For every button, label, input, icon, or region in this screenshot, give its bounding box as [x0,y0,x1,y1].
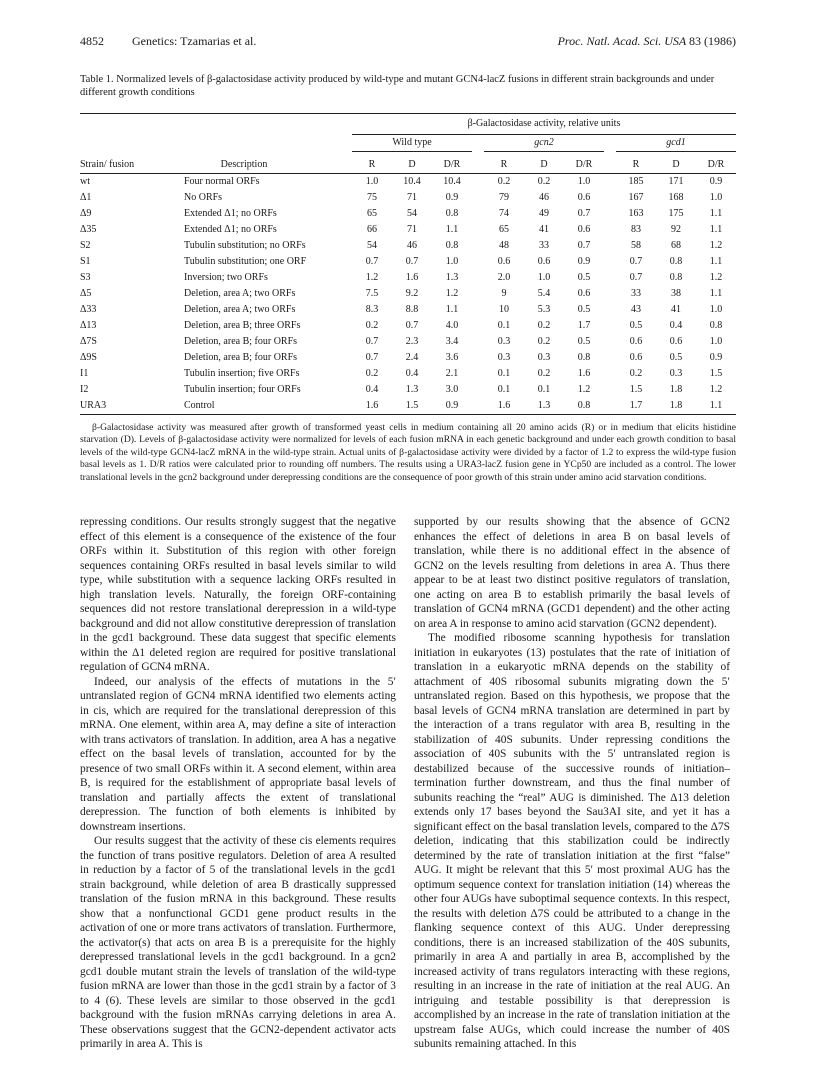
cell-value: 9.2 [405,288,419,299]
cell-value: 1.5 [392,398,432,415]
cell-value: 0.2 [629,368,643,379]
cell-value: 1.2 [577,384,591,395]
cell-strain: Δ13 [80,320,97,331]
cell-value: 33 [539,240,549,251]
cell-value: 1.0 [445,256,459,267]
cell-value: 0.6 [669,336,683,347]
cell-value: 163 [628,208,644,219]
cell-value: 92 [671,224,681,235]
cell-value: 0.2 [537,368,551,379]
cell-value: 10.4 [443,176,461,187]
cell-value: 0.7 [365,256,379,267]
paragraph: repressing conditions. Our results strongly suggest that the negative effect of this element is a consequence of the existence of the four ORFs within it. Substitution of this region with other foreign sequences containing ORFs resulted in basal levels similar to wild type, while substitution with a sequence lacking ORFs resulted in high translation levels. Naturally, the foreign ORF-containing sequences did not restore translational derepression in a wild-type background and did not allow constitutive derepression of translation in the gcd1 background. These data suggest that specific elements within the Δ1 deleted region are required for positive translational regulation of GCN4 mRNA. [80,516,396,673]
column-header-description: Description [220,159,268,170]
cell-value: 49 [539,208,549,219]
cell-value: 1.6 [405,272,419,283]
cell-value: 1.2 [445,288,459,299]
table-row [80,254,736,270]
cell-value: 0.6 [629,352,643,363]
cell-value: 0.2 [537,336,551,347]
column-header: R [632,159,640,170]
cell-description: Tubulin substitution; one ORF [184,256,307,267]
cell-value: 0.7 [405,320,419,331]
cell-value: 33 [631,288,641,299]
cell-strain: S1 [80,256,91,267]
cell-value: 65 [499,224,509,235]
cell-strain: Δ9 [80,208,92,219]
body-column-left [80,515,396,1052]
table-row [80,366,736,382]
cell-value: 1.3 [524,398,564,415]
cell-value: 3.4 [445,336,459,347]
cell-value: 3.6 [445,352,459,363]
cell-value: 3.0 [445,384,459,395]
table-row [80,174,736,191]
cell-value: 2.0 [497,272,511,283]
cell-value: 1.7 [616,398,656,415]
cell-strain: I1 [80,368,89,379]
cell-value: 0.3 [669,368,683,379]
cell-value: 48 [499,240,509,251]
table-body [80,174,736,415]
cell-value: 1.5 [629,384,643,395]
cell-value: 0.9 [445,192,459,203]
cell-value: 1.7 [577,320,591,331]
cell-value: 0.6 [577,288,591,299]
group-header-gcd1: gcd1 [616,135,736,152]
cell-value: 54 [407,208,417,219]
cell-value: 0.6 [629,336,643,347]
cell-value: 0.7 [629,256,643,267]
cell-value: 0.7 [629,272,643,283]
cell-value: 0.2 [537,176,551,187]
cell-value: 175 [668,208,684,219]
table-row [80,302,736,318]
cell-value: 0.1 [497,384,511,395]
cell-value: 83 [631,224,641,235]
cell-description: Four normal ORFs [184,176,260,187]
cell-value: 1.1 [445,304,459,315]
cell-value: 2.4 [405,352,419,363]
cell-strain: Δ35 [80,224,97,235]
cell-value: 0.6 [577,224,591,235]
cell-value: 38 [671,288,681,299]
cell-value: 0.9 [577,256,591,267]
cell-value: 0.8 [669,272,683,283]
table-row [80,350,736,366]
cell-value: 0.4 [405,368,419,379]
cell-value: 0.3 [497,336,511,347]
cell-value: 75 [367,192,377,203]
cell-description: Control [136,398,352,415]
paragraph: supported by our results showing that the absence of GCN2 enhances the effect of deletions in area B on basal levels of translation, while there is no additional effect in the absence of GCN2 on the levels resulting from deletions in area A. Thus there appear to be at least two distinct positive regulators of translation, one acting on area B to establish primarily the basal levels of translation of GCN4 mRNA (GCD1 dependent) and the other acting on area A in response to amino acid starvation (GCN2 dependent). [414,516,730,630]
cell-description: Deletion, area B; three ORFs [184,320,301,331]
cell-value: 10 [499,304,509,315]
cell-description: Extended Δ1; no ORFs [184,224,277,235]
cell-strain: wt [80,176,90,187]
table-row [80,382,736,398]
table-spanner-row [80,114,736,135]
cell-value: 1.0 [365,176,379,187]
paragraph: The modified ribosome scanning hypothesis for translation initiation in eukaryotes (13) postulates that the rate of initiation of translation in a eukaryotic mRNA depends on the stability of attachment of 40S ribosomal subunits migrating down the 5′ untranslated region. Based on this hypothesis, we propose that the basal levels of GCN4 mRNA translation are determined in part by the interaction of a trans regulator with area B, resulting in the stabilization of 40S subunits. Under repressing conditions the association of 40S subunits with the 5′ untranslated region is destabilized because of the successive rounds of initiation–termination further downstream, and thus the final number of subunits reaching the “real” AUG is diminished. The Δ13 deletion extends only 17 bases beyond the Sau3AI site, and yet it has a significant effect on the basal translation levels, compared to the Δ7S deletion, indicating that this stabilization could be indirectly determined by the rate of translation initiation at the first “false” AUG. It might be relevant that this 5′ most proximal AUG has the optimum sequence context for translation initiation (14) whereas the other four AUGs have suboptimal sequence contexts. In this respect, the results with deletion Δ7S could be attributed to a change in the flanking sequence context of this AUG. Under derepressing conditions, there is an increased stabilization of the 40S subunits, primarily in area A and partially in area B, accomplished by the increased activity of trans regulators interacting with these regions, resulting in an increase in the rate of initiation at the real AUG. An intriguing and testable possibility is that derepression is accomplished by an increase in the rate of translation initiation at the upstream false AUGs, which could increase the number of 40S subunits remaining attached. In this [414,632,730,1050]
cell-value: 1.2 [709,272,723,283]
cell-value: 0.8 [669,256,683,267]
cell-value: 71 [407,224,417,235]
cell-value: 43 [631,304,641,315]
cell-value: 0.3 [537,352,551,363]
cell-value: 1.1 [709,208,723,219]
cell-value: 1.6 [484,398,524,415]
column-header: D/R [707,159,725,170]
cell-value: 1.5 [709,368,723,379]
journal-volume: 83 (1986) [689,34,736,48]
cell-strain: S2 [80,240,91,251]
cell-value: 1.6 [352,398,392,415]
column-header: D [672,159,680,170]
cell-value: 0.8 [709,320,723,331]
cell-value: 0.2 [537,320,551,331]
cell-description: Tubulin substitution; no ORFs [184,240,306,251]
column-header: D [540,159,548,170]
cell-value: 4.0 [445,320,459,331]
cell-description: No ORFs [184,192,223,203]
cell-value: 1.2 [709,240,723,251]
column-header: R [500,159,508,170]
cell-value: 5.4 [537,288,551,299]
cell-value: 0.7 [405,256,419,267]
cell-value: 1.8 [656,398,696,415]
cell-value: 0.4 [669,320,683,331]
cell-value: 0.6 [577,192,591,203]
cell-value: 0.5 [577,304,591,315]
cell-strain: Δ7S [80,336,97,347]
cell-value: 171 [668,176,684,187]
cell-value: 0.9 [709,176,723,187]
cell-description: Tubulin insertion; five ORFs [184,368,300,379]
cell-value: 0.6 [497,256,511,267]
table-row [80,270,736,286]
cell-value: 7.5 [365,288,379,299]
cell-value: 1.0 [537,272,551,283]
column-header: D/R [443,159,461,170]
cell-strain: Δ5 [80,288,92,299]
cell-strain: URA3 [80,398,136,415]
cell-value: 0.7 [365,336,379,347]
table-group-row [80,135,736,152]
cell-value: 74 [499,208,509,219]
cell-value: 71 [407,192,417,203]
cell-value: 0.4 [365,384,379,395]
cell-value: 0.8 [445,240,459,251]
cell-value: 0.5 [577,272,591,283]
column-header: R [368,159,376,170]
cell-value: 0.7 [577,240,591,251]
cell-value: 1.1 [709,256,723,267]
paragraph: Indeed, our analysis of the effects of mutations in the 5′ untranslated region of GCN4 mRNA identified two elements acting in cis, which are required for the translational derepression of this mRNA. One element, within area A, may define a site of interaction with trans activators of translation. In addition, area A has a negative effect on the basal levels of translation, accounted for by the presence of two small ORFs within it. A second element, within area B, is required for the establishment of appropriate basal levels of translation and partially affects the extent of translational derepression. The function of both elements is inhibited by downstream insertions. [80,675,396,833]
cell-value: 0.7 [365,352,379,363]
cell-value: 1.0 [709,304,723,315]
cell-value: 1.3 [405,384,419,395]
cell-strain: S3 [80,272,91,283]
running-header [80,34,736,50]
cell-value: 46 [407,240,417,251]
cell-description: Tubulin insertion; four ORFs [184,384,301,395]
cell-value: 2.3 [405,336,419,347]
cell-strain: Δ1 [80,192,92,203]
group-header-wild-type: Wild type [352,135,472,152]
cell-value: 0.1 [497,320,511,331]
cell-description: Deletion, area B; four ORFs [184,336,298,347]
cell-value: 8.8 [405,304,419,315]
cell-value: 0.7 [577,208,591,219]
table-spanner: β-Galactosidase activity, relative units [352,114,736,135]
table-row [80,222,736,238]
group-header-gcn2: gcn2 [484,135,604,152]
cell-value: 1.0 [709,192,723,203]
cell-value: 66 [367,224,377,235]
cell-description: Deletion, area B; four ORFs [184,352,298,363]
cell-value: 5.3 [537,304,551,315]
section-author: Genetics: Tzamarias et al. [132,34,257,48]
cell-strain: I2 [80,384,89,395]
cell-value: 0.8 [564,398,604,415]
cell-value: 54 [367,240,377,251]
journal-citation [558,34,736,49]
table-row [80,206,736,222]
cell-value: 1.1 [709,224,723,235]
table-row [80,190,736,206]
body-column-right [414,515,730,1052]
cell-value: 0.1 [497,368,511,379]
cell-value: 1.1 [696,398,736,415]
cell-description: Deletion, area A; two ORFs [184,304,296,315]
cell-value: 185 [628,176,644,187]
cell-value: 0.6 [537,256,551,267]
cell-strain: Δ9S [80,352,97,363]
table-row [80,286,736,302]
cell-value: 65 [367,208,377,219]
table-row [80,238,736,254]
cell-value: 1.0 [577,176,591,187]
column-header: D [408,159,416,170]
cell-value: 0.5 [629,320,643,331]
cell-value: 1.2 [365,272,379,283]
cell-value: 9 [501,288,507,299]
column-header-strain: Strain/ fusion [80,159,135,170]
cell-description: Extended Δ1; no ORFs [184,208,277,219]
cell-value: 1.1 [709,288,723,299]
journal-name: Proc. Natl. Acad. Sci. USA [557,34,686,48]
cell-value: 167 [628,192,644,203]
cell-value: 0.9 [432,398,472,415]
data-table [80,113,736,415]
cell-value: 10.4 [403,176,421,187]
paragraph: Our results suggest that the activity of these cis elements requires the function of trans positive regulators. Deletion of area A resulted in reduction by a factor of 5 of the translational levels in the gcd1 strain background, while deletion of area B drastically suppressed translation of the fusion mRNA in this background. These results show that a nonfunctional GCD1 gene product results in the activation of one or more trans activators of translation. Furthermore, the activator(s) that acts on area B is a prerequisite for the highly derepressed translational levels in the gcd1 background. In a gcn2 gcd1 double mutant strain the levels of translation of the wild-type fusion mRNA are lower than those in the gcd1 strain by a factor of 3 to 4 (6). These levels are similar to those observed in the gcd1 background with the fusion mRNAs carrying deletions in area A. These observations suggest that the GCN2-dependent activator acts primarily in area A. This is [80,835,396,1050]
table-footnote: β-Galactosidase activity was measured after growth of transformed yeast cells in medium containing all 20 amino acids (R) or in medium that elicits histidine starvation (D). Levels of β-galactosidase activity were normalized for levels of each fusion mRNA in each genetic background and under each growth condition to basal levels of the wild-type GCN4-lacZ mRNA in the wild-type strain. Actual units of β-galactosidase activity were divided by a factor of 1.2 to express the wild-type fusion basal levels as 1. D/R ratios were calculated prior to rounding off numbers. The results using a URA3-lacZ fusion gene in YCp50 are included as a control. The lower translational levels in the gcn2 background under derepressing conditions are the consequence of poor growth of this strain under amino acid starvation conditions. [80,421,736,483]
cell-value: 1.6 [577,368,591,379]
cell-value: 1.2 [709,384,723,395]
table-row [80,398,736,415]
cell-value: 0.2 [365,368,379,379]
cell-description: Deletion, area A; two ORFs [184,288,296,299]
cell-value: 46 [539,192,549,203]
cell-value: 1.1 [445,224,459,235]
cell-value: 1.3 [445,272,459,283]
cell-value: 168 [668,192,684,203]
cell-value: 0.8 [445,208,459,219]
cell-value: 79 [499,192,509,203]
cell-value: 0.9 [709,352,723,363]
cell-value: 1.8 [669,384,683,395]
cell-strain: Δ33 [80,304,97,315]
table-row [80,334,736,350]
cell-value: 0.5 [669,352,683,363]
cell-value: 0.3 [497,352,511,363]
cell-value: 58 [631,240,641,251]
cell-value: 41 [671,304,681,315]
cell-value: 1.0 [709,336,723,347]
table-caption: Table 1. Normalized levels of β-galactosidase activity produced by wild-type and mutant GCN4-lacZ fusions in different strain backgrounds and under different growth conditions [80,74,715,98]
cell-value: 8.3 [365,304,379,315]
column-header: D/R [575,159,593,170]
cell-description: Inversion; two ORFs [184,272,268,283]
cell-value: 0.5 [577,336,591,347]
cell-value: 41 [539,224,549,235]
cell-value: 2.1 [445,368,459,379]
cell-value: 0.1 [537,384,551,395]
table-column-header-row [80,152,736,174]
cell-value: 0.2 [365,320,379,331]
table-row [80,318,736,334]
cell-value: 0.8 [577,352,591,363]
page-number: 4852 [80,34,104,48]
cell-value: 0.2 [497,176,511,187]
cell-value: 68 [671,240,681,251]
